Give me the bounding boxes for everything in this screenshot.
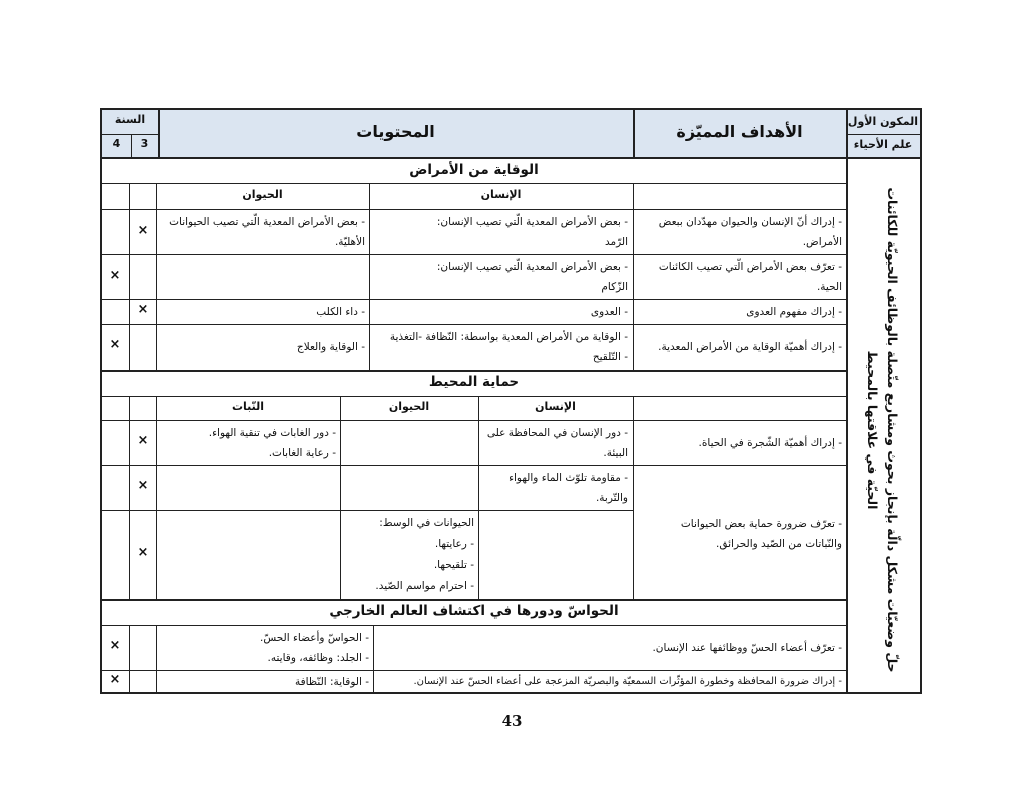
curriculum-table — [100, 108, 922, 694]
vertical-competence-cell — [846, 170, 918, 690]
content-text: - الحواسّ وأعضاء الحسّ. — [260, 632, 369, 644]
objective-text: - إدراك أهميّة الوقاية من الأمراض المعدية. — [658, 341, 842, 353]
content-text: - الوقاية من الأمراض المعدية بواسطة: النّظافة -التغذية — [389, 331, 628, 343]
year3-mark: × — [137, 478, 149, 493]
component-header: المكون الأول — [847, 115, 919, 128]
year3-mark: × — [137, 302, 149, 317]
content-text: - الجلد: وظائفه، وقايته. — [267, 652, 369, 664]
col-animal: الحيوان — [388, 400, 430, 413]
content-text: الحيوانات في الوسط: — [379, 517, 474, 529]
objective-text: - إدراك مفهوم العدوى — [746, 306, 842, 318]
objective-text: - إدراك أنّ الإنسان والحيوان مهدّدان ببعض — [658, 216, 842, 228]
objective-text: الأمراض. — [802, 236, 842, 248]
content-text: الأهليّة. — [334, 236, 365, 248]
year-header: السنة — [114, 113, 146, 126]
content-text: - التّلقيح — [592, 351, 628, 363]
content-text: - بعض الأمراض المعدية الّتي تصيب الإنسان: — [436, 261, 628, 273]
col-human: الإنسان — [535, 400, 576, 413]
content-text: - احترام مواسم الصّيد. — [375, 580, 474, 592]
page-number: 43 — [501, 712, 523, 730]
content-text: - بعض الأمراض المعدية الّتي تصيب الحيوانات — [169, 216, 365, 228]
content-text: - رعاية الغابات. — [268, 447, 336, 459]
content-text: - داء الكلب — [316, 306, 365, 318]
col-plant: النّبات — [231, 400, 265, 413]
content-text: والتّربة. — [595, 492, 628, 504]
year3-mark: × — [137, 433, 149, 448]
year4-mark: × — [109, 268, 121, 283]
content-text: - دور الإنسان في المحافظة على — [486, 427, 628, 439]
year3-mark: × — [137, 223, 149, 238]
content-text: - رعايتها. — [434, 538, 474, 550]
year4-mark: × — [109, 638, 121, 653]
objective-text: والنّباتات من الصّيد والحرائق. — [716, 538, 842, 550]
content-text: - الوقاية والعلاج — [296, 341, 365, 353]
content-text: الرّمد — [604, 236, 628, 248]
content-text: - العدوى — [590, 306, 628, 318]
objective-text: - إدراك أهميّة الشّجرة في الحياة. — [698, 437, 842, 449]
year3-mark: × — [137, 545, 149, 560]
objective-text: الحية. — [816, 281, 842, 293]
year-4: 4 — [112, 137, 121, 150]
section-title-senses: الحواسّ ودورها في اكتشاف العالم الخارجي — [329, 603, 619, 619]
contents-header: المحتويات — [356, 122, 435, 141]
objective-text: - تعرّف أعضاء الحسّ ووظائفها عند الإنسان. — [652, 642, 842, 654]
year4-mark: × — [109, 337, 121, 352]
section-title-disease-prevention: الوقاية من الأمراض — [409, 162, 539, 178]
col-animal: الحيوان — [242, 188, 283, 201]
objective-text: - إدراك ضرورة المحافظة وخطورة المؤثّرات السمعيّة والبصريّة المزعجة على أعضاء الحسّ عند الإنسان. — [413, 676, 842, 687]
content-text: - الوقاية: النّظافة — [294, 676, 369, 688]
content-text: - بعض الأمراض المعدية الّتي تصيب الإنسان: — [436, 216, 628, 228]
section-title-environment: حماية المحيط — [428, 374, 520, 390]
objective-text: - تعرّف بعض الأمراض الّتي تصيب الكائنات — [658, 261, 842, 273]
subject-header: علم الأحياء — [853, 138, 913, 151]
year-3: 3 — [140, 137, 149, 150]
competence-text: حلّ وضعيّات مشكل دالّة بإنجاز بحوث ومشاريع متّصلة بالوظائف الحيويّة للكائنات الحيّة في علاقتها بالمحيط — [865, 187, 900, 673]
objective-text: - تعرّف ضرورة حماية بعض الحيوانات — [680, 518, 842, 530]
content-text: البيئة. — [603, 447, 628, 459]
content-text: - مقاومة تلوّث الماء والهواء — [509, 472, 628, 484]
col-human: الإنسان — [480, 188, 522, 201]
objectives-header: الأهداف المميّزة — [676, 122, 803, 141]
content-text: - تلقيحها. — [433, 559, 474, 571]
year4-mark: × — [109, 672, 121, 687]
content-text: الزّكام — [601, 281, 628, 293]
content-text: - دور الغابات في تنقية الهواء. — [208, 427, 336, 439]
